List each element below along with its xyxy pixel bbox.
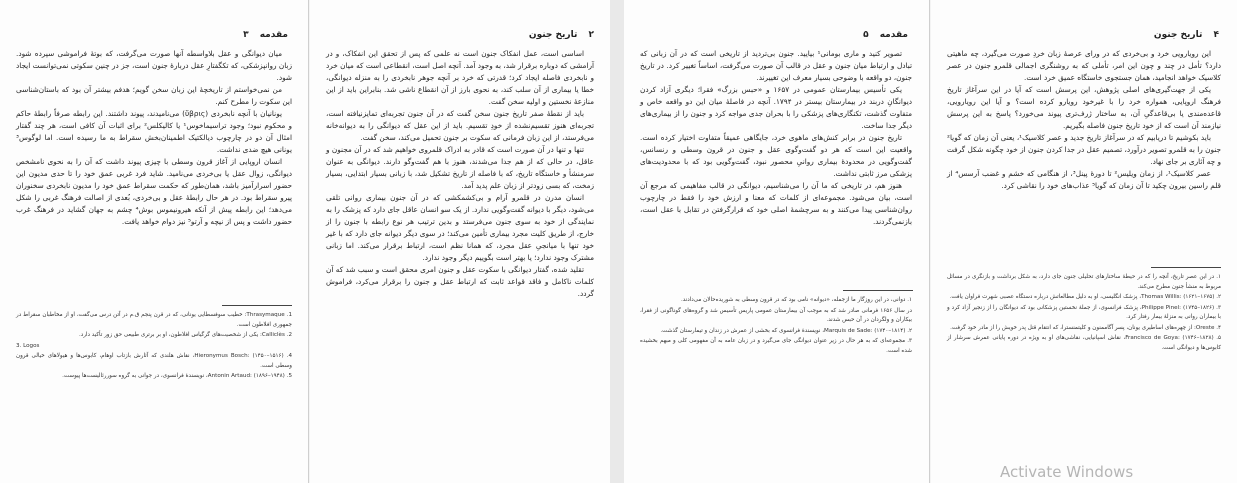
footnote: ۳. مجموعه‌ای که به هر حال در زیر عنوان دیوانگی جای می‌گیرد و در زبان عامه به آن مفهومی کلی و مبهم بخشیده شده است. <box>640 338 912 354</box>
paragraph: باید از نقطهٔ صفر تاریخ جنون سخن گفت که در آن جنون تجربه‌ای تمایزنیافته است، تجربه‌ای هنوز تقسیم‌نشده از خودِ تقسیم. باید از این عقل که دیوانگی را به دیوانه‌خانه می‌فرستد، از این زبان فرمانی که سکوت بر جنون تحمیل می‌کند، سخن گفت. <box>326 109 594 142</box>
body-text <box>947 48 1221 192</box>
footnote: 4. Hieronymus Bosch: (۱۴۵۰–۱۵۱۶)، نقاش هلندی که آثارش بازتاب اوهام، کابوس‌ها و هیولاهای خیالی قرون وسطی است. <box>16 353 292 369</box>
page-number: ۳ <box>243 30 249 40</box>
footnote: 5. Antonin Artaud: (۱۸۹۶–۱۹۴۸)، نویسندهٔ فرانسوی، در جوانی به گروه سوررئالیست‌ها پیوست. <box>62 373 292 379</box>
book-page-2 <box>310 0 610 483</box>
header-title: مقدمه <box>879 30 908 40</box>
footnote: ۲. Thomas Willis: (۱۶۲۱–۱۶۷۵)، پزشک انگلیسی، او به دلیل مطالعاتش درباره دستگاه عصبی شهرت فراوان یافت. <box>949 294 1221 300</box>
footnote: 1. Thrasymaque: خطیب سوفسطایی یونانی، که در قرن پنجم ق.م در آتن درس می‌گفت، او از مخاطبان سقراط در جمهوری افلاطون است. <box>16 312 292 328</box>
paragraph: انسان اروپایی از آغاز قرون وسطی با چیزی پیوند داشت که آن را به نحوی نامشخص دیوانگی، زوال عقل یا بی‌خردی می‌نامید. شاید فرد غربی عمق خود را تا حدی مدیون این حضور اسرارآمیز باشد، همان‌طور که حکمت سقراط عمق خود را مدیون نابخردی سخنوران پیرو سقراط بود. در هر حال رابطهٔ عقل و بی‌خردی، بُعدی از اصالت فرهنگ غربی را شکل می‌دهد؛ این رابطه پیش از آنکه هیرونیموس بوش⁴ چشم به جهان گشاید در فرهنگ غرب حضور داشت و پس از نیچه و آرتو⁵ نیز دوام خواهد یافت. <box>16 157 292 226</box>
page-number: ۴ <box>1213 30 1219 40</box>
paragraph: یکی از جهت‌گیری‌های اصلی پژوهش، این پرسش است که آیا در این سرآغاز تاریخ فرهنگ اروپایی، همواره خرد را با غیرخود رویارو کرده است؟ و آیا این رویارویی، قاعده‌مندی یا بی‌قاعدگیِ آن، به ساختار ژرف‌تری پیوند می‌خورد؟ پاسخ به این پرسش نیازمند آن است که از خود تاریخ جنون فاصله بگیریم. <box>947 85 1221 130</box>
running-header <box>326 30 594 40</box>
book-page-3 <box>624 0 930 483</box>
paragraph: اساسی است، عمل انفکاک جنون است نه علمی که پس از تحقق این انفکاک، و در آرامشی که دوباره برقرار شد، به وجود آمد. آنچه اصل است، انقطاعی است که میان خرد و نابخردی فاصله ایجاد کرد؛ قدرتی که خرد بر آنچه جوهر نابخردی را به منزله دیوانگی، خطا یا بیماری از آن سلب کند، به نحوی بارز از آن انقطاع ناشی شد. بنابراین باید از این منازعهٔ نخستین و اولیه سخن گفت. <box>326 49 594 106</box>
footnotes <box>640 296 912 357</box>
paragraph: یونانیان با آنچه نابخردی (ὕβρις) می‌نامیدند، پیوند داشتند. این رابطه صرفاً رابطهٔ حاکم و محکوم نبود؛ وجود تراسیماخوس¹ یا کالیکلس² برای اثبات آن کافی است، هر چند گفتار امثال آن دو در چارچوب دیالکتیک اطمینان‌بخش سقراط به ما رسیده است. اما لوگوس³ یونانی هیچ ضدی نداشت. <box>16 109 292 154</box>
body-text <box>640 48 912 228</box>
page-number: ۵ <box>863 30 869 40</box>
footnote: ۳. Philippe Pinel: (۱۷۴۵–۱۸۲۶)، پزشک فرانسوی، از جملهٔ نخستین پزشکانی بود که دیوانگان را از زنجیر آزاد کرد و با بیماران روانی به منزلهٔ بیمار رفتار کرد. <box>947 304 1221 320</box>
paragraph: من نمی‌خواستم از تاریخچهٔ این زبان سخن گویم؛ هدفم بیشتر آن بود که باستان‌شناسی این سکوت را مطرح کنم. <box>16 85 292 106</box>
paragraph: انسان مدرن در قلمرو آرام و بی‌کشمکشی که در آن جنون بیماری روانی تلقی می‌شود، دیگر با دیوانه گفت‌وگویی ندارد. از یک سو انسان عاقل جای دارد که پزشک را به نمایندگی از خود به سوی جنون می‌فرستد و بدین ترتیب هر نوع رابطه با جنون را از خارج، از طریق کلیت مجرد بیماری تأمین می‌کند؛ در سوی دیگر دیوانه جای دارد که با غیر خود تنها با میانجیِ عقل مجرد، که همانا نظم است، ارتباط برقرار می‌کند. اما زبانی مشترک وجود ندارد؛ یا بهتر است بگوییم دیگر وجود ندارد. <box>326 193 594 262</box>
paragraph: این رویارویی خرد و بی‌خردی که در ورای عرصهٔ زبان خردِ صورت می‌گیرد، چه ماهیتی دارد؟ تأمل در چند و چون این امر، تأملی که به روشنگری اجمالی قلمرو جنون در عصر کلاسیک خواهد انجامید، همان جستجوی خاستگاه عمیق خرد است. <box>947 49 1221 82</box>
header-title: تاریخ جنون <box>1153 30 1203 40</box>
paragraph: یکی تأسیس بیمارستان عمومی در ۱۶۵۷ و «حبس بزرگ» فقرا؛ دیگری آزاد کردن دیوانگانِ دربند در بیمارستان بیستر در ۱۷۹۴. آنچه در فاصلهٔ میان این دو واقعه خاص و متفاوت گذشت، تکنگاری‌های پزشکی را با بحران جدی مواجه کرد و جنون را از بیماری‌های دیگر جدا ساخت. <box>640 85 912 130</box>
paragraph: تاریخ جنون در برابر کنش‌های ماهوی خرد، جایگاهی عمیقاً متفاوت اختیار کرده است. واقعیت این است که هر دو گفت‌وگوی عقل و جنون در قرون وسطی و رنسانس، گفت‌وگویی در محدودهٔ بیماری روانیِ محصور نبود، گفت‌وگویی بود که با محدودیت‌های پزشکی مرز ثابتی نداشت. <box>640 133 912 178</box>
activation-watermark: Activate Windows <box>1000 463 1134 481</box>
paragraph: میان دیوانگی و عقل بلاواسطه آنها صورت می‌گرفت، که بوتهٔ فراموشی سپرده شود. زبان روانپزشکی، که تکگفتارِ عقل دربارهٔ جنون است، جز در چنین سکوتی نمی‌توانست ایجاد شود. <box>16 49 292 82</box>
body-text <box>326 48 594 300</box>
paragraph: هنوز هم، در تاریخی که ما آن را می‌شناسیم، دیوانگی در قالب مفاهیمی که مرجع آن است، بیان می‌شود. مجموعه‌ای از کلمات که معنا و ارزش خود را فقط در چارچوب روان‌شناسی پیدا می‌کنند و به سرچشمهٔ اصلی خود که قرارگرفتن در تقابل با عقل است، بازنمی‌گردند. <box>640 181 912 226</box>
footnote: 2. Calliclès: یکی از شخصیت‌های گرگیاس افلاطون، او بر برتری طبیعی حق زور تأکید دارد. <box>78 332 292 338</box>
paragraph: تقلید شده، گفتار دیوانگی با سکوت عقل و جنون امری محقق است و سبب شد که آن کلمات ناکامل و فاقد قواعد ثابت که ارتباط عقل و جنون را برقرار می‌کرد، فراموش گردد. <box>326 265 594 298</box>
footnote-rule <box>1151 267 1221 268</box>
footnote: ۲. Marquis de Sade: (۱۷۴۰–۱۸۱۴)، نویسندهٔ فرانسوی که بخشی از عمرش در زندان و تیمارستان گذشت. <box>660 327 912 334</box>
header-title: تاریخ جنون <box>528 30 578 40</box>
footnote: ۱. دوانی، در این روزگار ما ازجمله، «دیوانه» نامی بود که در قرون وسطی به شوریده‌حالان می‌دادند. <box>680 297 912 303</box>
body-text <box>16 48 292 228</box>
footnote: 3. Logos <box>16 342 40 349</box>
footnote-rule <box>843 290 913 291</box>
book-page-4 <box>931 0 1237 483</box>
footnote: ۴. Oreste: از چهره‌های اساطیری یونان، پسر آگاممنون و کلیتمنسترا، که انتقام قتل پدر خویش را از مادر خود گرفت. <box>950 324 1221 331</box>
spread-gutter <box>610 0 624 483</box>
running-header <box>947 30 1219 40</box>
paragraph: تصویر کنید و ماری بومانی¹ بیایید. جنون بی‌تردید از تاریخی است که در آن زبانی که تبادل و ارتباط میان جنون و عقل در قالب آن صورت می‌گرفت، اساساً تغییر کرد. در تاریخ جنون، دو واقعه با وضوحی بسیار معرف این تغییرند. <box>640 49 912 82</box>
running-header <box>18 30 288 40</box>
book-page-1 <box>0 0 309 483</box>
footnotes <box>16 311 292 383</box>
page-number: ۲ <box>588 30 594 40</box>
paragraph: باید بکوشیم تا دریابیم که در سرآغاز تاریخ جدید و عصر کلاسیک¹، یعنی آن زمان که گویا² جنون را به قلمرو تصویر درآورد، تصمیم عقل در جدا کردن جنون از خود چگونه شکل گرفت و چه آثاری بر جای نهاد. <box>947 133 1221 166</box>
header-title: مقدمه <box>259 30 288 40</box>
footnote-rule <box>222 305 292 306</box>
paragraph: تنها و تنها در آن صورت است که قادر به ادراک قلمروی خواهیم شد که در آن مجنون و عاقل، در حالی که از هم جدا می‌شدند، هنوز با هم گفت‌وگو دارند. دیوانگی به عنوان سرمنشأ و خاستگاه تاریخ، که با فاصله از تاریخ تشکیل شد، با زبانی بسیار ابتدایی، بسیار زمخت، که بسی زودتر از زبان علم پدید آمد. <box>326 145 594 190</box>
footnote: ۵. Francisco de Goya: (۱۷۴۶–۱۸۲۸)، نقاش اسپانیایی، نقاشی‌های او به ویژه در دوره پایانی عمرش سرشار از کابوس‌ها و دیوانگی است. <box>947 335 1222 351</box>
paragraph: عصر کلاسیک¹، از زمان ویلیس² تا دورهٔ پینل³، از هنگامی که خشم و غضب آرسس⁴ از قلم راسین بیرون چکید تا آن زمان که گویا⁵ عذاب‌های خود را نقاشی کرد. <box>947 169 1221 190</box>
running-header <box>642 30 908 40</box>
footnote: در سال ۱۶۵۶ فرمانی صادر شد که به موجب آن بیمارستان عمومی پاریس تأسیس شد و گروه‌های گوناگونی از فقرا، بیکاران و ولگردان در آن حبس شدند. <box>640 307 912 323</box>
footnotes <box>947 273 1221 354</box>
footnote: ۱. در این عصر تاریخ، آنچه را که در حیطهٔ ساختارهای تحلیلی جنون جای دارد، به شکل برداشت و بازنگری در مسائل مربوط به منشأ جنون مطرح می‌کند. <box>947 274 1221 290</box>
